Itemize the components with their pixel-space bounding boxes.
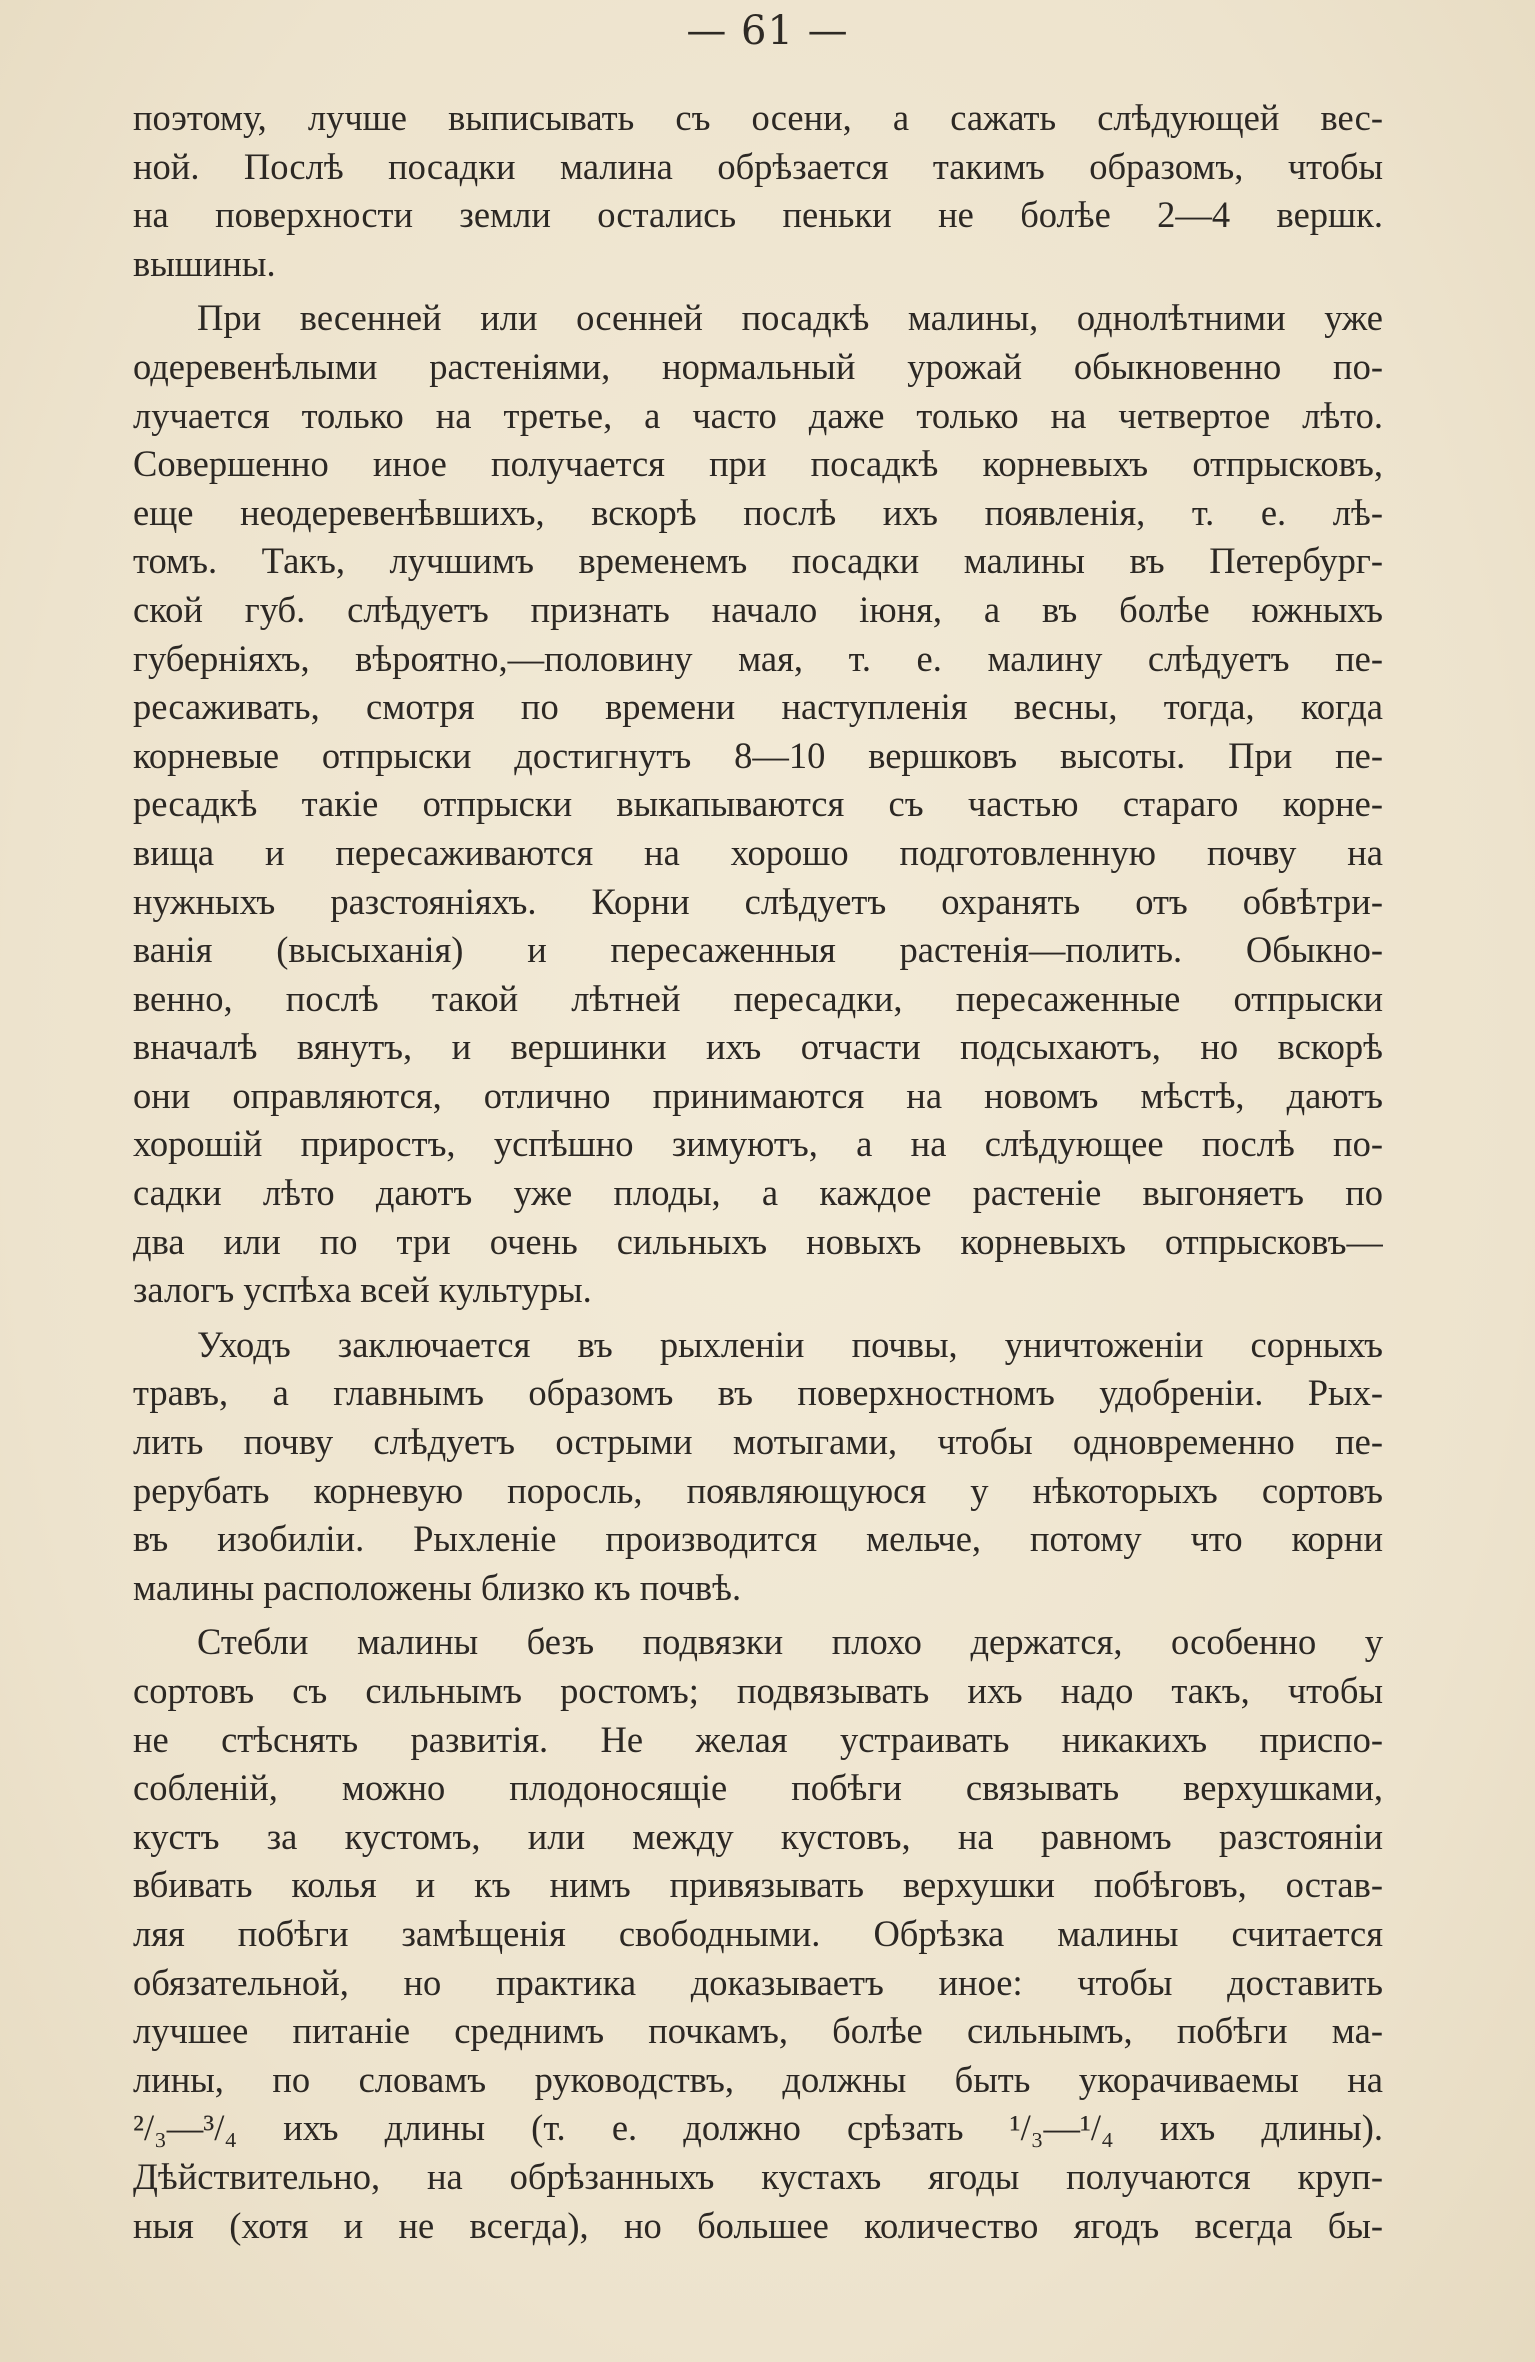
text-line: садки лѣто даютъ уже плоды, а каждое растеніе выгоняетъ по [133, 1172, 1383, 1214]
text-line: вища и пересаживаются на хорошо подготовленную почву на [133, 831, 1383, 873]
text-line: малины расположены близко къ почвѣ. [133, 1566, 742, 1608]
text-line: еще неодеревенѣвшихъ, вскорѣ послѣ ихъ появленія, т. е. лѣ- [133, 491, 1383, 533]
text-line: лины, по словамъ руководствъ, должны быть укорачиваемы на [133, 2058, 1383, 2100]
text-line: ²/₃—³/₄ ихъ длины (т. е. должно срѣзать ¹/₃—¹/₄ ихъ длины). [133, 2107, 1383, 2149]
text-line: томъ. Такъ, лучшимъ временемъ посадки малины въ Петербург- [133, 540, 1383, 582]
text-line: ляя побѣги замѣщенія свободными. Обрѣзка малины считается [133, 1912, 1383, 1954]
text-line: корневые отпрыски достигнутъ 8—10 вершковъ высоты. При пе- [133, 734, 1383, 776]
page-number: — 61 — [686, 8, 849, 54]
text-line: обязательной, но практика доказываетъ иное: чтобы доставить [133, 1961, 1383, 2003]
text-line: на поверхности земли остались пеньки не болѣе 2—4 вершк. [133, 194, 1383, 236]
text-line: залогъ успѣха всей культуры. [133, 1269, 592, 1311]
text-line: ной. Послѣ посадки малина обрѣзается такимъ образомъ, чтобы [133, 145, 1383, 187]
text-line: ныя (хотя и не всегда), но большее количество ягодъ всегда бы- [133, 2204, 1383, 2246]
text-line: не стѣснять развитія. Не желая устраивать никакихъ приспо- [133, 1718, 1383, 1760]
text-line: При весенней или осенней посадкѣ малины, однолѣтними уже [197, 297, 1383, 339]
text-line: Уходъ заключается въ рыхленіи почвы, уничтоженіи сорныхъ [197, 1323, 1383, 1365]
text-line: ресадкѣ такіе отпрыски выкапываются съ частью стараго корне- [133, 783, 1383, 825]
text-line: ской губ. слѣдуетъ признать начало іюня, а въ болѣе южныхъ [133, 588, 1383, 630]
text-line: губерніяхъ, вѣроятно,—половину мая, т. е. малину слѣдуетъ пе- [133, 637, 1383, 679]
text-line: въ изобиліи. Рыхленіе производится мельче, потому что корни [133, 1518, 1383, 1560]
text-line: два или по три очень сильныхъ новыхъ корневыхъ отпрысковъ— [133, 1220, 1383, 1262]
body-text [133, 94, 1383, 2256]
text-line: Совершенно иное получается при посадкѣ корневыхъ отпрысковъ, [133, 443, 1383, 485]
text-line: рерубать корневую поросль, появляющуюся у нѣкоторыхъ сортовъ [133, 1469, 1383, 1511]
text-line: хорошій приростъ, успѣшно зимуютъ, а на слѣдующее послѣ по- [133, 1123, 1383, 1165]
text-line: ванія (высыханія) и пересаженныя растенія—полить. Обыкно- [133, 929, 1383, 971]
text-line: собленій, можно плодоносящіе побѣги связывать верхушками, [133, 1767, 1383, 1809]
text-line: вышины. [133, 242, 276, 284]
text-line: Дѣйствительно, на обрѣзанныхъ кустахъ ягоды получаются круп- [133, 2155, 1383, 2197]
text-line: поэтому, лучше выписывать съ осени, а сажать слѣдующей вес- [133, 97, 1383, 138]
text-line: кустъ за кустомъ, или между кустовъ, на равномъ разстояніи [133, 1815, 1383, 1857]
paragraph-1 [133, 94, 1383, 288]
text-line: вбивать колья и къ нимъ привязывать верхушки побѣговъ, остав- [133, 1864, 1383, 1906]
paragraph-4 [133, 1618, 1383, 2250]
text-line: одеревенѣлыми растеніями, нормальный урожай обыкновенно по- [133, 345, 1383, 387]
text-line: сортовъ съ сильнымъ ростомъ; подвязывать ихъ надо такъ, чтобы [133, 1670, 1383, 1711]
text-line: они оправляются, отлично принимаются на новомъ мѣстѣ, даютъ [133, 1074, 1383, 1116]
text-line: лучается только на третье, а часто даже только на четвертое лѣто. [133, 394, 1383, 436]
text-line: лить почву слѣдуетъ острыми мотыгами, чтобы одновременно пе- [133, 1421, 1383, 1463]
text-line: ресаживать, смотря по времени наступленія весны, тогда, когда [133, 686, 1383, 728]
text-line: лучшее питаніе среднимъ почкамъ, болѣе сильнымъ, побѣги ма- [133, 2010, 1383, 2052]
paragraph-2 [133, 294, 1383, 1314]
text-line: травъ, а главнымъ образомъ въ поверхностномъ удобреніи. Рых- [133, 1372, 1383, 1414]
paragraph-3 [133, 1321, 1383, 1613]
text-line: нужныхъ разстояніяхъ. Корни слѣдуетъ охранять отъ обвѣтри- [133, 880, 1383, 922]
text-line: Стебли малины безъ подвязки плохо держатся, особенно у [197, 1621, 1383, 1663]
text-line: вначалѣ вянутъ, и вершинки ихъ отчасти подсыхаютъ, но вскорѣ [133, 1026, 1383, 1068]
text-line: венно, послѣ такой лѣтней пересадки, пересаженные отпрыски [133, 977, 1383, 1019]
